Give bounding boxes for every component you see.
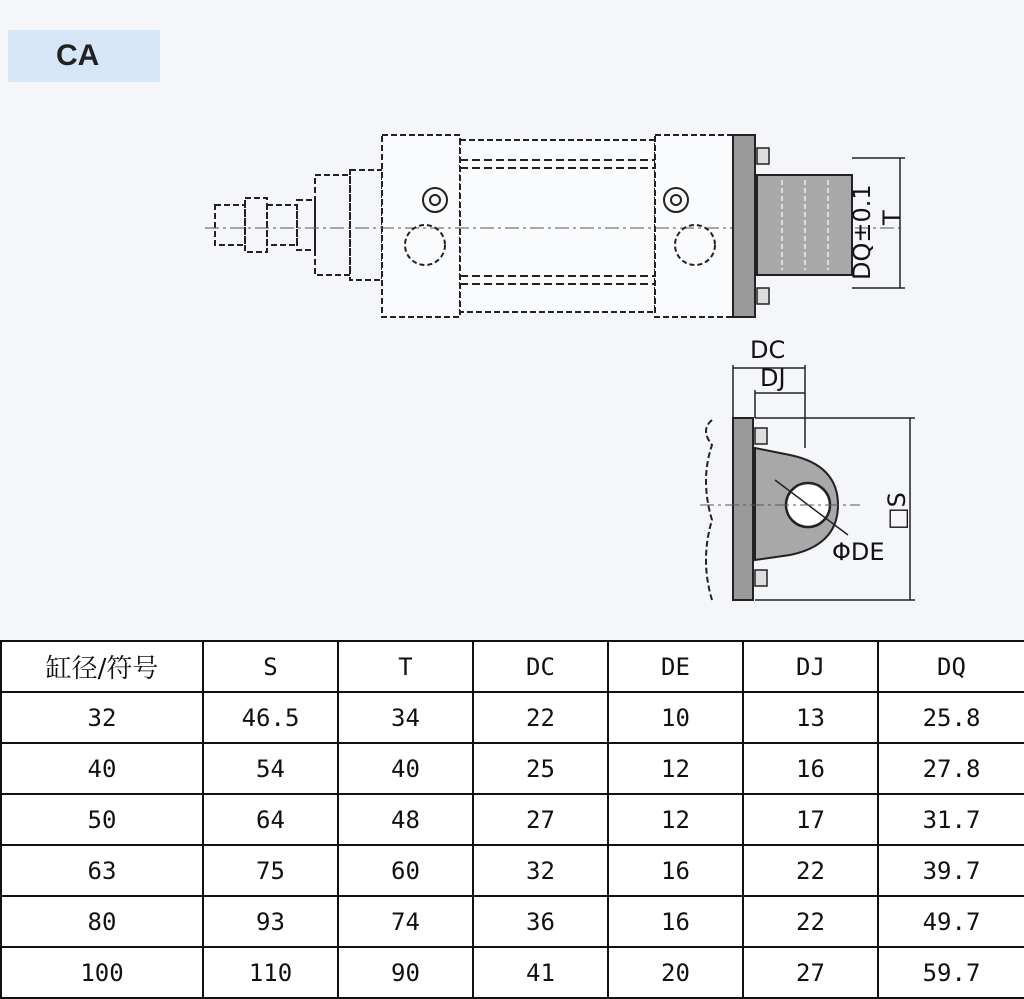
dc-label: DC xyxy=(750,336,786,364)
table-header-row xyxy=(1,641,1024,692)
rod-end xyxy=(215,170,382,280)
dj-label: DJ xyxy=(760,364,786,392)
table-cell: 16 xyxy=(608,845,743,896)
table-cell: 34 xyxy=(338,692,473,743)
table-cell: 22 xyxy=(743,845,878,896)
barrel xyxy=(460,140,655,312)
t-label: T xyxy=(878,210,906,225)
end-view xyxy=(700,418,860,600)
table-cell: 50 xyxy=(1,794,203,845)
table-cell: 100 xyxy=(1,947,203,998)
de-label: ΦDE xyxy=(832,538,885,566)
table-cell: 90 xyxy=(338,947,473,998)
table-cell: 80 xyxy=(1,896,203,947)
table-cell: 27 xyxy=(743,947,878,998)
table-cell: 27.8 xyxy=(878,743,1024,794)
table-cell: 12 xyxy=(608,743,743,794)
table-cell: 48 xyxy=(338,794,473,845)
table-cell: 25.8 xyxy=(878,692,1024,743)
table-cell: 64 xyxy=(203,794,338,845)
header-t: T xyxy=(338,641,473,692)
table-cell: 93 xyxy=(203,896,338,947)
mounting-plate xyxy=(733,135,755,317)
table-cell: 25 xyxy=(473,743,608,794)
model-badge: CA xyxy=(8,30,160,82)
table-cell: 13 xyxy=(743,692,878,743)
table-cell: 54 xyxy=(203,743,338,794)
header-dc: DC xyxy=(473,641,608,692)
header-s: S xyxy=(203,641,338,692)
table-cell: 39.7 xyxy=(878,845,1024,896)
spec-table xyxy=(0,640,1024,999)
table-cell: 110 xyxy=(203,947,338,998)
table-cell: 46.5 xyxy=(203,692,338,743)
s-label: □S xyxy=(883,492,911,530)
table-cell: 27 xyxy=(473,794,608,845)
table-row xyxy=(1,743,1024,794)
table-cell: 17 xyxy=(743,794,878,845)
table-cell: 41 xyxy=(473,947,608,998)
header-de: DE xyxy=(608,641,743,692)
table-cell: 40 xyxy=(1,743,203,794)
table-cell: 16 xyxy=(608,896,743,947)
table-row xyxy=(1,947,1024,998)
table-cell: 10 xyxy=(608,692,743,743)
table-cell: 31.7 xyxy=(878,794,1024,845)
table-cell: 60 xyxy=(338,845,473,896)
table-cell: 16 xyxy=(743,743,878,794)
table-cell: 40 xyxy=(338,743,473,794)
table-row xyxy=(1,692,1024,743)
table-cell: 22 xyxy=(473,692,608,743)
table-cell: 12 xyxy=(608,794,743,845)
table-cell: 36 xyxy=(473,896,608,947)
table-cell: 59.7 xyxy=(878,947,1024,998)
dq-label: DQ±0.1 xyxy=(848,184,876,280)
header-bore: 缸径/符号 xyxy=(1,641,203,692)
header-dj: DJ xyxy=(743,641,878,692)
table-row xyxy=(1,794,1024,845)
table-row xyxy=(1,845,1024,896)
table-row xyxy=(1,896,1024,947)
table-cell: 32 xyxy=(1,692,203,743)
table-cell: 20 xyxy=(608,947,743,998)
table-cell: 74 xyxy=(338,896,473,947)
table-cell: 22 xyxy=(743,896,878,947)
header-dq: DQ xyxy=(878,641,1024,692)
table-cell: 75 xyxy=(203,845,338,896)
table-cell: 49.7 xyxy=(878,896,1024,947)
table-cell: 63 xyxy=(1,845,203,896)
table-cell: 32 xyxy=(473,845,608,896)
